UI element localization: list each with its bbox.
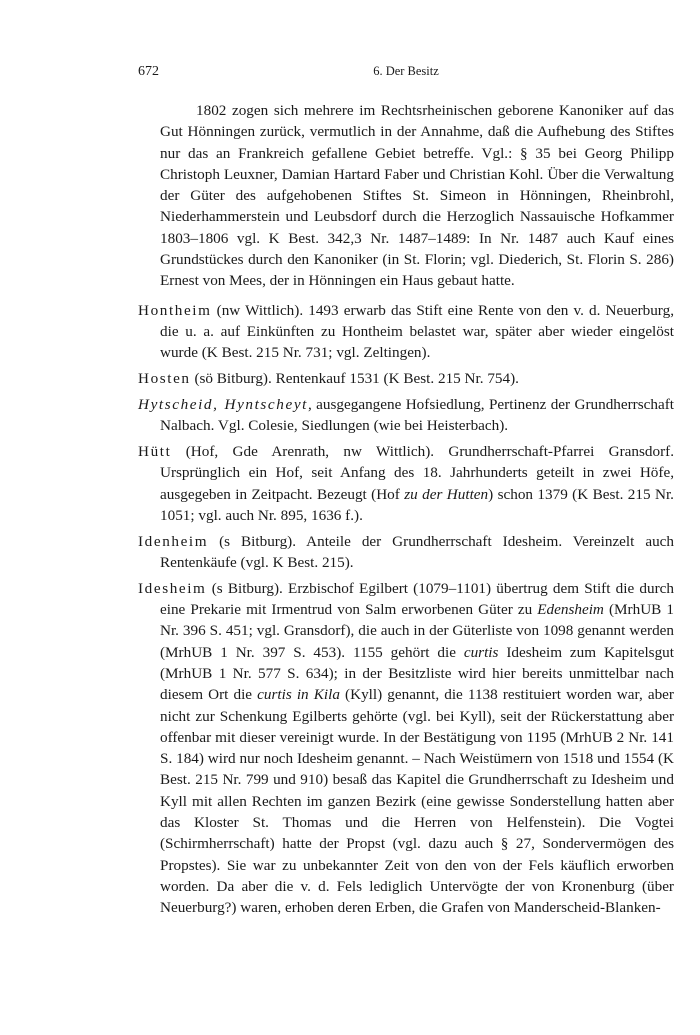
page-body xyxy=(138,100,674,918)
page-header xyxy=(138,64,674,84)
entry-italic: Edensheim xyxy=(537,601,604,619)
entry-text: (s Bitburg). Erzbischof Egilbert (1079–1101) übertrug dem Stift die durch eine Prekarie mit Irmentrud von Salm erworbenen Güter zu xyxy=(160,579,674,619)
running-head: 6. Der Besitz xyxy=(373,64,439,78)
entry-text: Idesheim zum Kapitelsgut (MrhUB 1 Nr. 577 S. 634); in der Besitzliste wird hier bereits unmittelbar nach diesem Ort die xyxy=(160,643,674,704)
entry-text: (MrhUB 1 Nr. 396 S. 451; vgl. Gransdorf), die auch in der Güterliste von 1098 genannt werden (MrhUB 1 Nr. 397 S. 453). 1155 gehört die xyxy=(160,601,674,661)
entry-text: , ausgegangene Hofsiedlung, Pertinenz der Grundherrschaft Nalbach. Vgl. Colesie, Siedlungen (wie bei Heisterbach). xyxy=(160,395,675,435)
entry-term: Idenheim xyxy=(138,532,209,550)
entry-hontheim xyxy=(138,300,674,364)
entry-text: (sö Bitburg). Rentenkauf 1531 (K Best. 215 Nr. 754). xyxy=(190,370,519,388)
entry-text: (s Bitburg). Anteile der Grundherrschaft Idesheim. Vereinzelt auch Rentenkäufe (vgl. K Best. 215). xyxy=(160,532,674,571)
entry-idesheim xyxy=(138,578,674,919)
entry-term: Hütt xyxy=(138,442,172,460)
entry-hosten xyxy=(138,368,674,389)
entry-italic: zu der Hutten xyxy=(404,485,489,503)
entry-idenheim xyxy=(138,531,674,574)
entry-text: (Hof, Gde Arenrath, nw Wittlich). Grundherrschaft-Pfarrei Gransdorf. Ursprünglich ein Hof, seit Anfang des 18. Jahrhunderts geteilt in zwei Höfe, ausgegeben in Zeitpacht. Bezeugt (Hof xyxy=(160,442,674,503)
entry-term: Hytscheid, Hyntscheyt xyxy=(138,395,308,413)
entry-italic: curtis in Kila xyxy=(257,686,340,704)
entry-hytscheid xyxy=(138,394,674,437)
entry-term: Hontheim xyxy=(138,301,212,319)
entry-text: (nw Wittlich). 1493 erwarb das Stift eine Rente von den v. d. Neuerburg, die u. a. auf Einkünften zu Hontheim belastet war, später aber wieder eingelöst wurde (K Best. 215 Nr. 731; vgl. Zeltingen). xyxy=(160,301,674,362)
entry-term: Hosten xyxy=(138,370,191,388)
entry-text: ) schon 1379 (K Best. 215 Nr. 1051; vgl. auch Nr. 895, 1636 f.). xyxy=(160,485,674,524)
entry-huett xyxy=(138,441,674,526)
entry-text: (Kyll) genannt, die 1138 restituiert worden war, aber nicht zur Schenkung Egilberts gehörte (vgl. bei Kyll), seit der Rückerstattung aber offenbar mit dieser vereinigt wurde. In der Bestätigung von 1195 (MrhUB 2 Nr. 141 S. 184) wird nur noch Idesheim genannt. – Nach Weistümern von 1518 und 1554 (K Best. 215 Nr. 799 und 910) besaß das Kapitel die Grundherrschaft zu Idesheim und Kyll mit allen Rechten im ganzen Bezirk (eine gewisse Sonderstellung hatten aber das Kloster St. Thomas und die Herren von Helfenstein). Die Vogtei (Schirmherrschaft) hatte der Propst (vgl. dazu auch § 27, Sondervermögen des Propstes). Sie war zu unbekannter Zeit von den von der Fels käuflich erworben worden. Da aber die v. d. Fels lediglich Untervögte der von Kronenburg (über Neuerburg?) waren, erhoben deren Erben, die Grafen von Manderscheid-Blanken- xyxy=(160,686,674,917)
entry-term: Idesheim xyxy=(138,579,207,597)
entry-italic: curtis xyxy=(463,643,499,661)
page-number: 672 xyxy=(138,64,159,79)
intro-paragraph: 1802 zogen sich mehrere im Rechtsrheinischen geborene Kanoniker auf das Gut Hönningen zurück, vermutlich in der Annahme, daß die Aufhebung des Stiftes nur das an Frankreich gefallene Gebiet betreffe. Vgl.: § 35 bei Georg Philipp Christoph Leuxner, Damian Hartard Faber und Christian Kohl. Über die Verwaltung der Güter des aufgehobenen Stiftes St. Simeon in Hönningen, Rheinbrohl, Niederhammerstein und Leubsdorf durch die Herzoglich Nassauische Hofkammer 1803–1806 vgl. K Best. 342,3 Nr. 1487–1489: In Nr. 1487 auch Kauf eines Grundstückes durch den Kanoniker (in St. Florin; vgl. Diederich, St. Florin S. 286) Ernest von Mees, der in Hönningen ein Haus gebaut hatte. xyxy=(160,102,674,290)
